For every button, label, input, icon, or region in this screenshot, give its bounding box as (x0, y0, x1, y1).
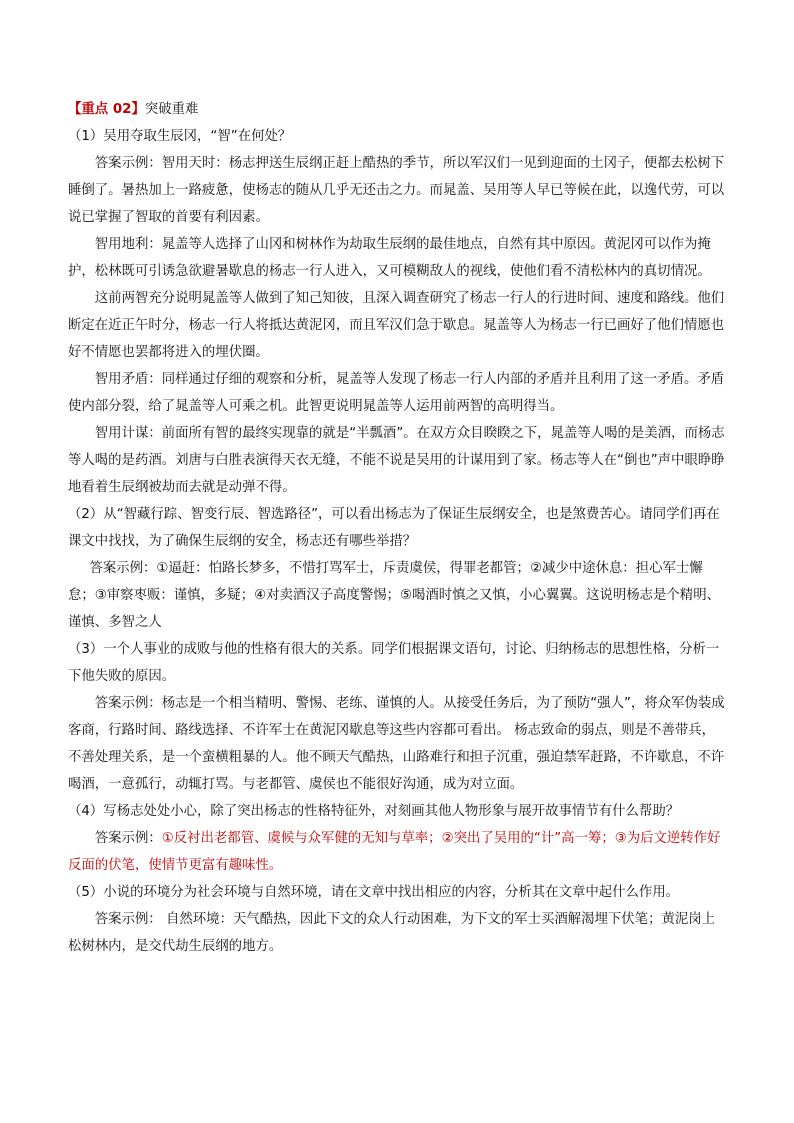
q5-answer: 答案示例： 自然环境：天气酷热，因此下文的众人行动困难，为下文的军士买酒解渴埋下伏笔；黄泥岗上松树林内，是交代劫生辰纲的地方。 (68, 912, 716, 954)
section-tag: 【重点 02】 (68, 102, 145, 117)
question-3: （3）一个人事业的成败与他的性格有很大的关系。同学们根据课文语句，讨论、归纳杨志的思想性格，分析一下他失败的原因。 (68, 642, 720, 684)
q2-answer-label: 答案示例： (89, 561, 157, 576)
document-content (68, 96, 728, 960)
q1-answer-1: 答案示例：智用天时：杨志押送生辰纲正赶上酷热的季节，所以军汉们一见到迎面的土冈子，便都去松树下睡倒了。暑热加上一路疲惫，使杨志的随从几乎无还击之力。而晁盖、吴用等人早已等候在此，以逸代劳，可以说已掌握了智取的首要有利因素。 (68, 156, 725, 225)
q1-answer-2: 智用地利：晁盖等人选择了山冈和树林作为劫取生辰纲的最佳地点，自然有其中原因。黄泥冈可以作为掩护，松林既可引诱急欲避暑歇息的杨志一行人进入，又可模糊敌人的视线，使他们看不清松林内的真切情况。 (68, 237, 711, 279)
question-5: （5）小说的环境分为社会环境与自然环境，请在文章中找出相应的内容，分析其在文章中起什么作用。 (68, 885, 680, 900)
q2-answer (68, 555, 728, 636)
q1-answer-3: 这前两智充分说明晁盖等人做到了知己知彼，且深入调查研究了杨志一行人的行进时间、速度和路线。他们断定在近正午时分，杨志一行人将抵达黄泥冈，而且军汉们急于歇息。晁盖等人为杨志一行已画好了他们情愿也好不情愿也罢都将进入的埋伏圈。 (68, 291, 725, 360)
q4-answer-label: 答案示例： (94, 831, 162, 846)
q4-answer-text: ①反衬出老都管、虞候与众军健的无知与草率；②突出了吴用的“计”高一筹；③为后文逆转作好反面的伏笔，使情节更富有趣味性。 (68, 831, 721, 873)
q1-answer-4: 智用矛盾：同样通过仔细的观察和分析，晁盖等人发现了杨志一行人内部的矛盾并且利用了这一矛盾。矛盾使内部分裂，给了晁盖等人可乘之机。此智更说明晁盖等人运用前两智的高明得当。 (68, 372, 725, 414)
question-2: （2）从“智藏行踪、智变行辰、智选路径”，可以看出杨志为了保证生辰纲安全，也是煞费苦心。请同学们再在课文中找找，为了确保生辰纲的安全，杨志还有哪些举措？ (68, 507, 720, 549)
q3-answer: 答案示例：杨志是一个相当精明、警惕、老练、谨慎的人。从接受任务后，为了预防“强人”，将众军伪装成客商，行路时间、路线选择、不许军士在黄泥冈歇息等这些内容都可看出。 杨志致命的弱点，则是不善带兵，不善处理关系，是一个蛮横粗暴的人。他不顾天气酷热，山路难行和担子沉重，强迫禁军赶路，不许歇息，不许喝酒，一意孤行，动辄打骂。与老都管、虞侯也不能很好沟通，成为对立面。 (68, 696, 725, 792)
q1-answer-5: 智用计谋：前面所有智的最终实现靠的就是“半瓢酒”。在双方众目睽睽之下，晁盖等人喝的是美酒，而杨志等人喝的是药酒。刘唐与白胜表演得天衣无缝，不能不说是吴用的计谋用到了家。杨志等人在“倒也”声中眼睁睁地看着生辰纲被劫而去就是动弹不得。 (68, 426, 725, 495)
question-1: （1）吴用夺取生辰冈，“智”在何处？ (68, 129, 292, 144)
section-heading (68, 96, 728, 123)
q2-answer-text: ①逼赶：怕路长梦多，不惜打骂军士，斥责虞侯，得罪老都管；②减少中途休息：担心军士懈怠；③审察枣贩：谨慎，多疑；④对卖酒汉子高度警惕；⑤喝酒时慎之又慎，小心翼翼。这说明杨志是个精明、谨慎、多智之人 (68, 561, 720, 630)
question-4: （4）写杨志处处小心，除了突出杨志的性格特征外，对刻画其他人物形象与展开故事情节有什么帮助？ (68, 804, 680, 819)
section-title: 突破重难 (144, 102, 199, 117)
q4-answer (68, 825, 728, 879)
